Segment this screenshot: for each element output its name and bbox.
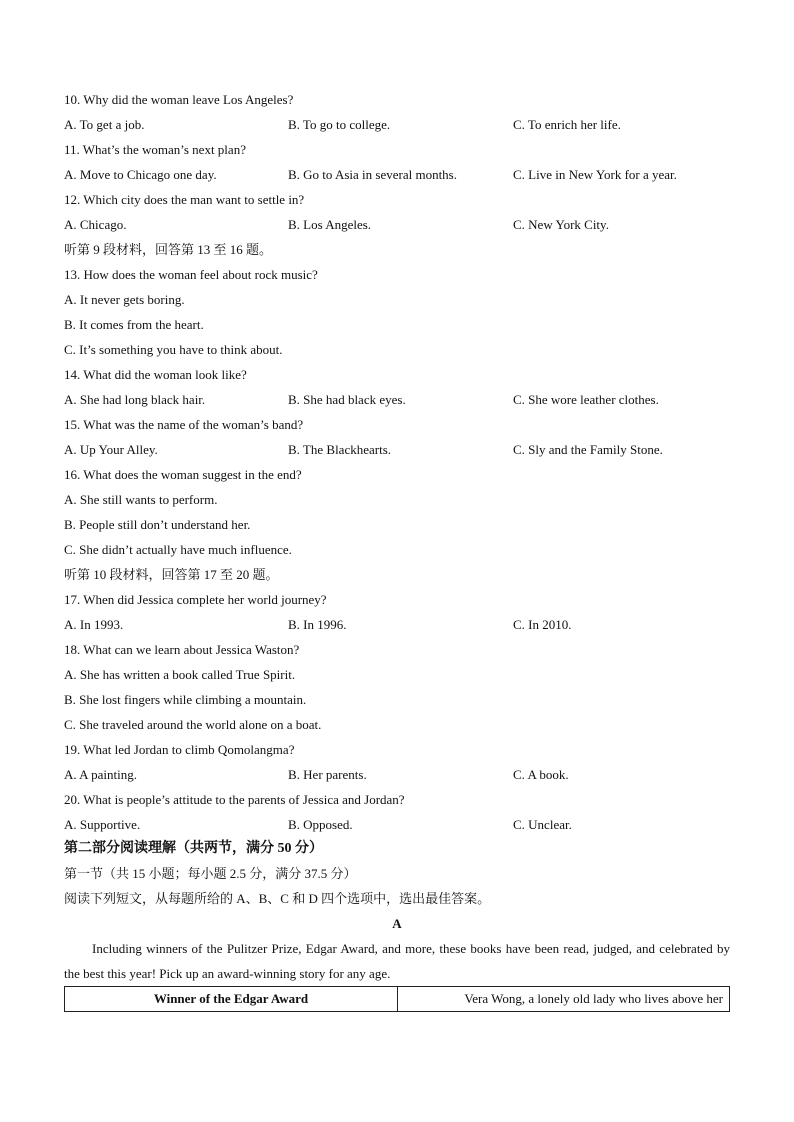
option-c: C. Sly and the Family Stone. <box>513 442 663 457</box>
section-heading: 第一节（共 15 小题；每小题 2.5 分，满分 37.5 分） <box>64 866 357 881</box>
passage-intro: Including winners of the Pulitzer Prize, Edgar Award, and more, these books have been read, judged, and celebrated by the best this year! Pick up an award-winning story for any age. <box>64 941 730 981</box>
option-a: A. To get a job. <box>64 117 145 132</box>
option-c: C. It’s something you have to think about. <box>64 342 283 357</box>
question-stem: 13. How does the woman feel about rock music? <box>64 267 318 282</box>
question-stem: 18. What can we learn about Jessica Waston? <box>64 642 300 657</box>
question-stem: 11. What’s the woman’s next plan? <box>64 142 246 157</box>
option-b: B. Go to Asia in several months. <box>288 167 457 182</box>
listening-instruction: 听第 10 段材料，回答第 17 至 20 题。 <box>64 567 279 582</box>
option-b: B. Los Angeles. <box>288 217 372 232</box>
reading-instruction: 阅读下列短文，从每题所给的 A、B、C 和 D 四个选项中，选出最佳答案。 <box>64 891 491 906</box>
option-c: C. A book. <box>513 767 569 782</box>
option-b: B. She had black eyes. <box>288 392 406 407</box>
option-c: C. To enrich her life. <box>513 117 621 132</box>
option-c: C. She didn’t actually have much influence. <box>64 542 292 557</box>
question-stem: 15. What was the name of the woman’s band? <box>64 417 304 432</box>
option-a: A. Chicago. <box>64 217 127 232</box>
table-row <box>65 987 730 1012</box>
option-a: A. In 1993. <box>64 617 124 632</box>
option-b: B. Her parents. <box>288 767 367 782</box>
option-a: A. Up Your Alley. <box>64 442 158 457</box>
table-cell-award: Winner of the Edgar Award <box>65 987 398 1012</box>
question-stem: 10. Why did the woman leave Los Angeles? <box>64 92 294 107</box>
option-a: A. A painting. <box>64 767 137 782</box>
passage-label: A <box>392 916 402 931</box>
question-stem: 14. What did the woman look like? <box>64 367 247 382</box>
option-b: B. To go to college. <box>288 117 391 132</box>
part-heading: 第二部分阅读理解（共两节，满分 50 分） <box>64 841 323 856</box>
option-c: C. New York City. <box>513 217 609 232</box>
table-cell-description: Vera Wong, a lonely old lady who lives above her <box>398 987 730 1012</box>
question-stem: 17. When did Jessica complete her world journey? <box>64 592 327 607</box>
option-b: B. In 1996. <box>288 617 347 632</box>
option-c: C. Unclear. <box>513 817 572 832</box>
option-c: C. In 2010. <box>513 617 572 632</box>
option-a: A. She has written a book called True Spirit. <box>64 667 296 682</box>
option-c: C. She wore leather clothes. <box>513 392 659 407</box>
option-b: B. It comes from the heart. <box>64 317 204 332</box>
option-c: C. She traveled around the world alone on a boat. <box>64 717 322 732</box>
option-a: A. It never gets boring. <box>64 292 185 307</box>
award-table <box>64 986 730 1012</box>
option-a: A. Supportive. <box>64 817 141 832</box>
option-c: C. Live in New York for a year. <box>513 167 677 182</box>
option-b: B. The Blackhearts. <box>288 442 392 457</box>
option-b: B. People still don’t understand her. <box>64 517 251 532</box>
option-b: B. She lost fingers while climbing a mountain. <box>64 692 307 707</box>
option-a: A. Move to Chicago one day. <box>64 167 217 182</box>
option-a: A. She had long black hair. <box>64 392 206 407</box>
question-stem: 20. What is people’s attitude to the parents of Jessica and Jordan? <box>64 792 405 807</box>
option-a: A. She still wants to perform. <box>64 492 218 507</box>
option-b: B. Opposed. <box>288 817 353 832</box>
question-stem: 19. What led Jordan to climb Qomolangma? <box>64 742 295 757</box>
question-stem: 16. What does the woman suggest in the end? <box>64 467 302 482</box>
question-stem: 12. Which city does the man want to settle in? <box>64 192 305 207</box>
listening-instruction: 听第 9 段材料，回答第 13 至 16 题。 <box>64 242 273 257</box>
